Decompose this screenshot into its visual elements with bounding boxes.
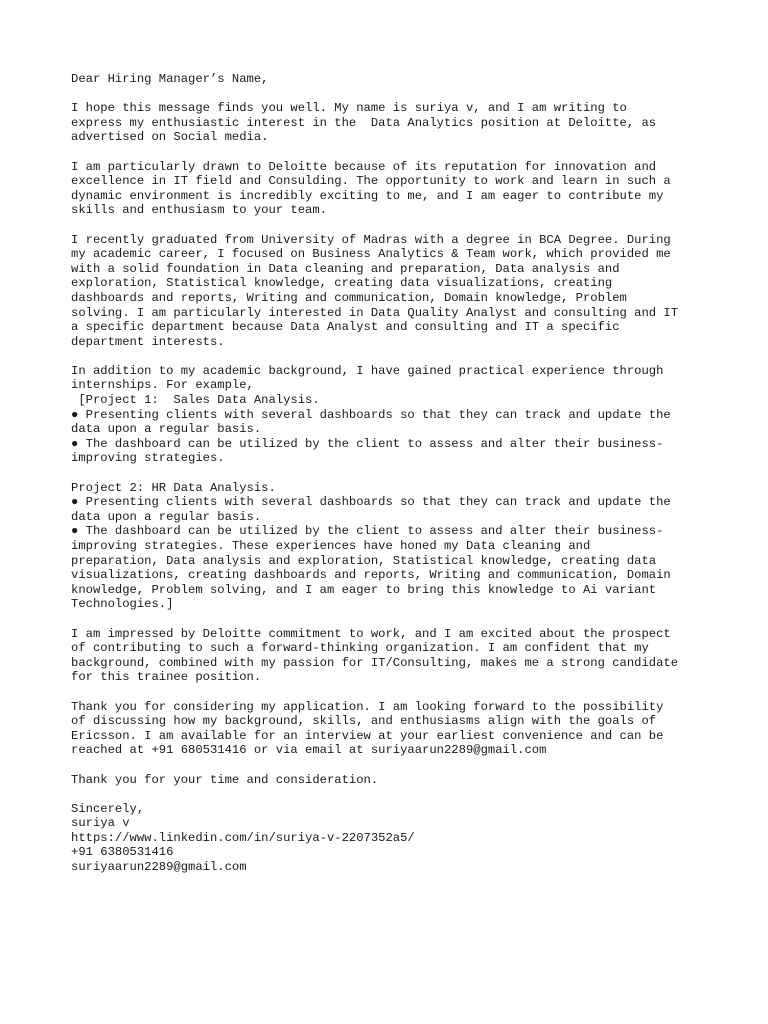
paragraph-project-2 — [71, 481, 711, 612]
bullet-line: ● Presenting clients with several dashboards so that they can track and update the — [71, 407, 671, 422]
paragraph-thanks-application — [71, 700, 711, 758]
text-line: exploration, Statistical knowledge, creating data visualizations, creating — [71, 276, 613, 291]
text-line: Technologies.] — [71, 597, 174, 612]
text-line: my academic career, I focused on Business Analytics & Team work, which provided me — [71, 247, 671, 262]
text-line: data upon a regular basis. — [71, 422, 262, 437]
paragraph-gap — [71, 87, 711, 102]
text-line: [Project 1: Sales Data Analysis. — [71, 393, 320, 408]
text-line: I am impressed by Deloitte commitment to work, and I am excited about the prospect — [71, 626, 671, 641]
salutation: Dear Hiring Manager’s Name, — [71, 72, 269, 86]
text-line: data upon a regular basis. — [71, 509, 262, 524]
text-line: background, combined with my passion for IT/Consulting, makes me a strong candidate — [71, 655, 679, 670]
text-line: solving. I am particularly interested in Data Quality Analyst and consulting and IT — [71, 305, 679, 320]
letter-page — [71, 72, 711, 875]
text-line: I hope this message finds you well. My name is suriya v, and I am writing to — [71, 101, 627, 116]
text-line: I recently graduated from University of Madras with a degree in BCA Degree. During — [71, 232, 671, 247]
paragraph-intro — [71, 101, 711, 145]
text-line: excellence in IT field and Consulding. The opportunity to work and learn in such a — [71, 174, 671, 189]
bullet-line: ● The dashboard can be utilized by the client to assess and alter their business- — [71, 436, 664, 451]
linkedin-url: https://www.linkedin.com/in/suriya-v-2207352a5/ — [71, 830, 415, 845]
text-line: In addition to my academic background, I have gained practical experience through — [71, 363, 664, 378]
text-line: department interests. — [71, 334, 225, 349]
paragraph-gap — [71, 145, 711, 160]
text-line: Thank you for your time and consideration. — [71, 772, 379, 787]
signature-block — [71, 802, 711, 875]
text-line: skills and enthusiasm to your team. — [71, 203, 327, 218]
text-line: preparation, Data analysis and exploration, Statistical knowledge, creating data — [71, 553, 657, 568]
text-line: express my enthusiastic interest in the Data Analytics position at Deloitte, as — [71, 115, 657, 130]
paragraph-education — [71, 233, 711, 350]
signer-name: suriya v — [71, 816, 130, 831]
text-line: of discussing how my background, skills, and enthusiasms align with the goals of — [71, 714, 657, 729]
text-line: improving strategies. — [71, 451, 225, 466]
paragraph-gap — [71, 349, 711, 364]
paragraph-gap — [71, 218, 711, 233]
bullet-line: ● Presenting clients with several dashboards so that they can track and update the — [71, 495, 671, 510]
phone-number: +91 6380531416 — [71, 845, 174, 860]
closing-line: Sincerely, — [71, 801, 145, 816]
text-line: improving strategies. These experiences have honed my Data cleaning and — [71, 539, 591, 553]
text-line: Ericsson. I am available for an interview at your earliest convenience and can be — [71, 728, 664, 743]
text-line: reached at +91 680531416 or via email at suriyaarun2289@gmail.com — [71, 743, 547, 758]
text-line: visualizations, creating dashboards and reports, Writing and communication, Domain — [71, 568, 671, 583]
text-line: of contributing to such a forward-thinking organization. I am confident that my — [71, 641, 649, 656]
text-line: I am particularly drawn to Deloitte because of its reputation for innovation and — [71, 159, 657, 174]
text-line: advertised on Social media. — [71, 130, 269, 145]
text-line: internships. For example, — [71, 378, 254, 393]
text-line: for this trainee position. — [71, 670, 262, 685]
text-line: dashboards and reports, Writing and communication, Domain knowledge, Problem — [71, 290, 627, 305]
text-line: dynamic environment is incredibly exciting to me, and I am eager to contribute my — [71, 188, 664, 203]
paragraph-gap — [71, 612, 711, 627]
paragraph-thanks-time — [71, 773, 711, 788]
paragraph-gap — [71, 466, 711, 481]
paragraph-gap — [71, 758, 711, 773]
paragraph-gap — [71, 685, 711, 700]
paragraph-impression — [71, 627, 711, 685]
text-line: Thank you for considering my application. I am looking forward to the possibility — [71, 699, 664, 714]
email-address: suriyaarun2289@gmail.com — [71, 860, 247, 875]
text-line: knowledge, Problem solving, and I am eager to bring this knowledge to Ai variant — [71, 582, 657, 597]
text-line: with a solid foundation in Data cleaning and preparation, Data analysis and — [71, 261, 620, 276]
paragraph-project-1 — [71, 364, 711, 466]
paragraph-gap — [71, 787, 711, 802]
bullet-line: ● The dashboard can be utilized by the client to assess and alter their business- — [71, 524, 664, 539]
paragraph-motivation — [71, 160, 711, 218]
text-line: Project 2: HR Data Analysis. — [71, 480, 276, 495]
text-line: a specific department because Data Analyst and consulting and IT a specific — [71, 320, 620, 335]
